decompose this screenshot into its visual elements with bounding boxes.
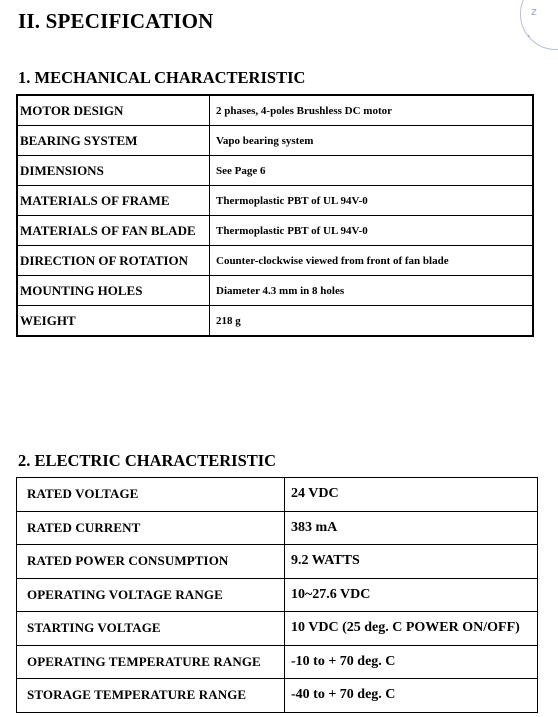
spec-label: RATED POWER CONSUMPTION bbox=[17, 545, 285, 579]
table-row bbox=[17, 95, 533, 126]
spec-label: DIRECTION OF ROTATION bbox=[17, 246, 210, 276]
spec-value: 218 g bbox=[210, 306, 534, 337]
spec-value: Thermoplastic PBT of UL 94V-0 bbox=[210, 216, 534, 246]
table-row bbox=[17, 216, 533, 246]
spec-label: MATERIALS OF FAN BLADE bbox=[17, 216, 210, 246]
spec-label: MATERIALS OF FRAME bbox=[17, 186, 210, 216]
page-title: II. SPECIFICATION bbox=[18, 9, 214, 33]
table-row bbox=[17, 511, 538, 545]
table-row bbox=[17, 679, 538, 713]
spec-label: RATED CURRENT bbox=[17, 511, 285, 545]
table-row bbox=[17, 645, 538, 679]
table-row bbox=[17, 545, 538, 579]
spec-label: STARTING VOLTAGE bbox=[17, 612, 285, 646]
table-row bbox=[17, 306, 533, 337]
spec-value: 383 mA bbox=[285, 511, 538, 545]
spec-value: -40 to + 70 deg. C bbox=[285, 679, 538, 713]
spec-label: OPERATING TEMPERATURE RANGE bbox=[17, 645, 285, 679]
spec-value: 9.2 WATTS bbox=[285, 545, 538, 579]
mechanical-table bbox=[16, 94, 534, 337]
spec-value: -10 to + 70 deg. C bbox=[285, 645, 538, 679]
spec-value: 24 VDC bbox=[285, 478, 538, 512]
table-row bbox=[17, 276, 533, 306]
stamp-seal bbox=[520, 0, 558, 50]
table-row bbox=[17, 246, 533, 276]
table-row bbox=[17, 478, 538, 512]
spec-value: 10~27.6 VDC bbox=[285, 578, 538, 612]
stamp-mark: z bbox=[531, 5, 537, 18]
spec-label: MOTOR DESIGN bbox=[17, 95, 210, 126]
mechanical-heading: 1. MECHANICAL CHARACTERISTIC bbox=[18, 68, 306, 87]
spec-value: See Page 6 bbox=[210, 156, 534, 186]
spec-label: RATED VOLTAGE bbox=[17, 478, 285, 512]
spec-value: Diameter 4.3 mm in 8 holes bbox=[210, 276, 534, 306]
spec-label: OPERATING VOLTAGE RANGE bbox=[17, 578, 285, 612]
table-row bbox=[17, 578, 538, 612]
table-row bbox=[17, 126, 533, 156]
spec-label: BEARING SYSTEM bbox=[17, 126, 210, 156]
spec-value: 2 phases, 4-poles Brushless DC motor bbox=[210, 95, 534, 126]
spec-label: WEIGHT bbox=[17, 306, 210, 337]
spec-label: DIMENSIONS bbox=[17, 156, 210, 186]
spec-label: STORAGE TEMPERATURE RANGE bbox=[17, 679, 285, 713]
table-row bbox=[17, 612, 538, 646]
electric-heading: 2. ELECTRIC CHARACTERISTIC bbox=[18, 451, 277, 470]
spec-value: Vapo bearing system bbox=[210, 126, 534, 156]
table-row bbox=[17, 186, 533, 216]
electric-table bbox=[16, 477, 538, 713]
spec-value: 10 VDC (25 deg. C POWER ON/OFF) bbox=[285, 612, 538, 646]
spec-value: Counter-clockwise viewed from front of fan blade bbox=[210, 246, 534, 276]
stamp-mark: ꞏ bbox=[527, 30, 531, 43]
table-row bbox=[17, 156, 533, 186]
spec-label: MOUNTING HOLES bbox=[17, 276, 210, 306]
spec-value: Thermoplastic PBT of UL 94V-0 bbox=[210, 186, 534, 216]
